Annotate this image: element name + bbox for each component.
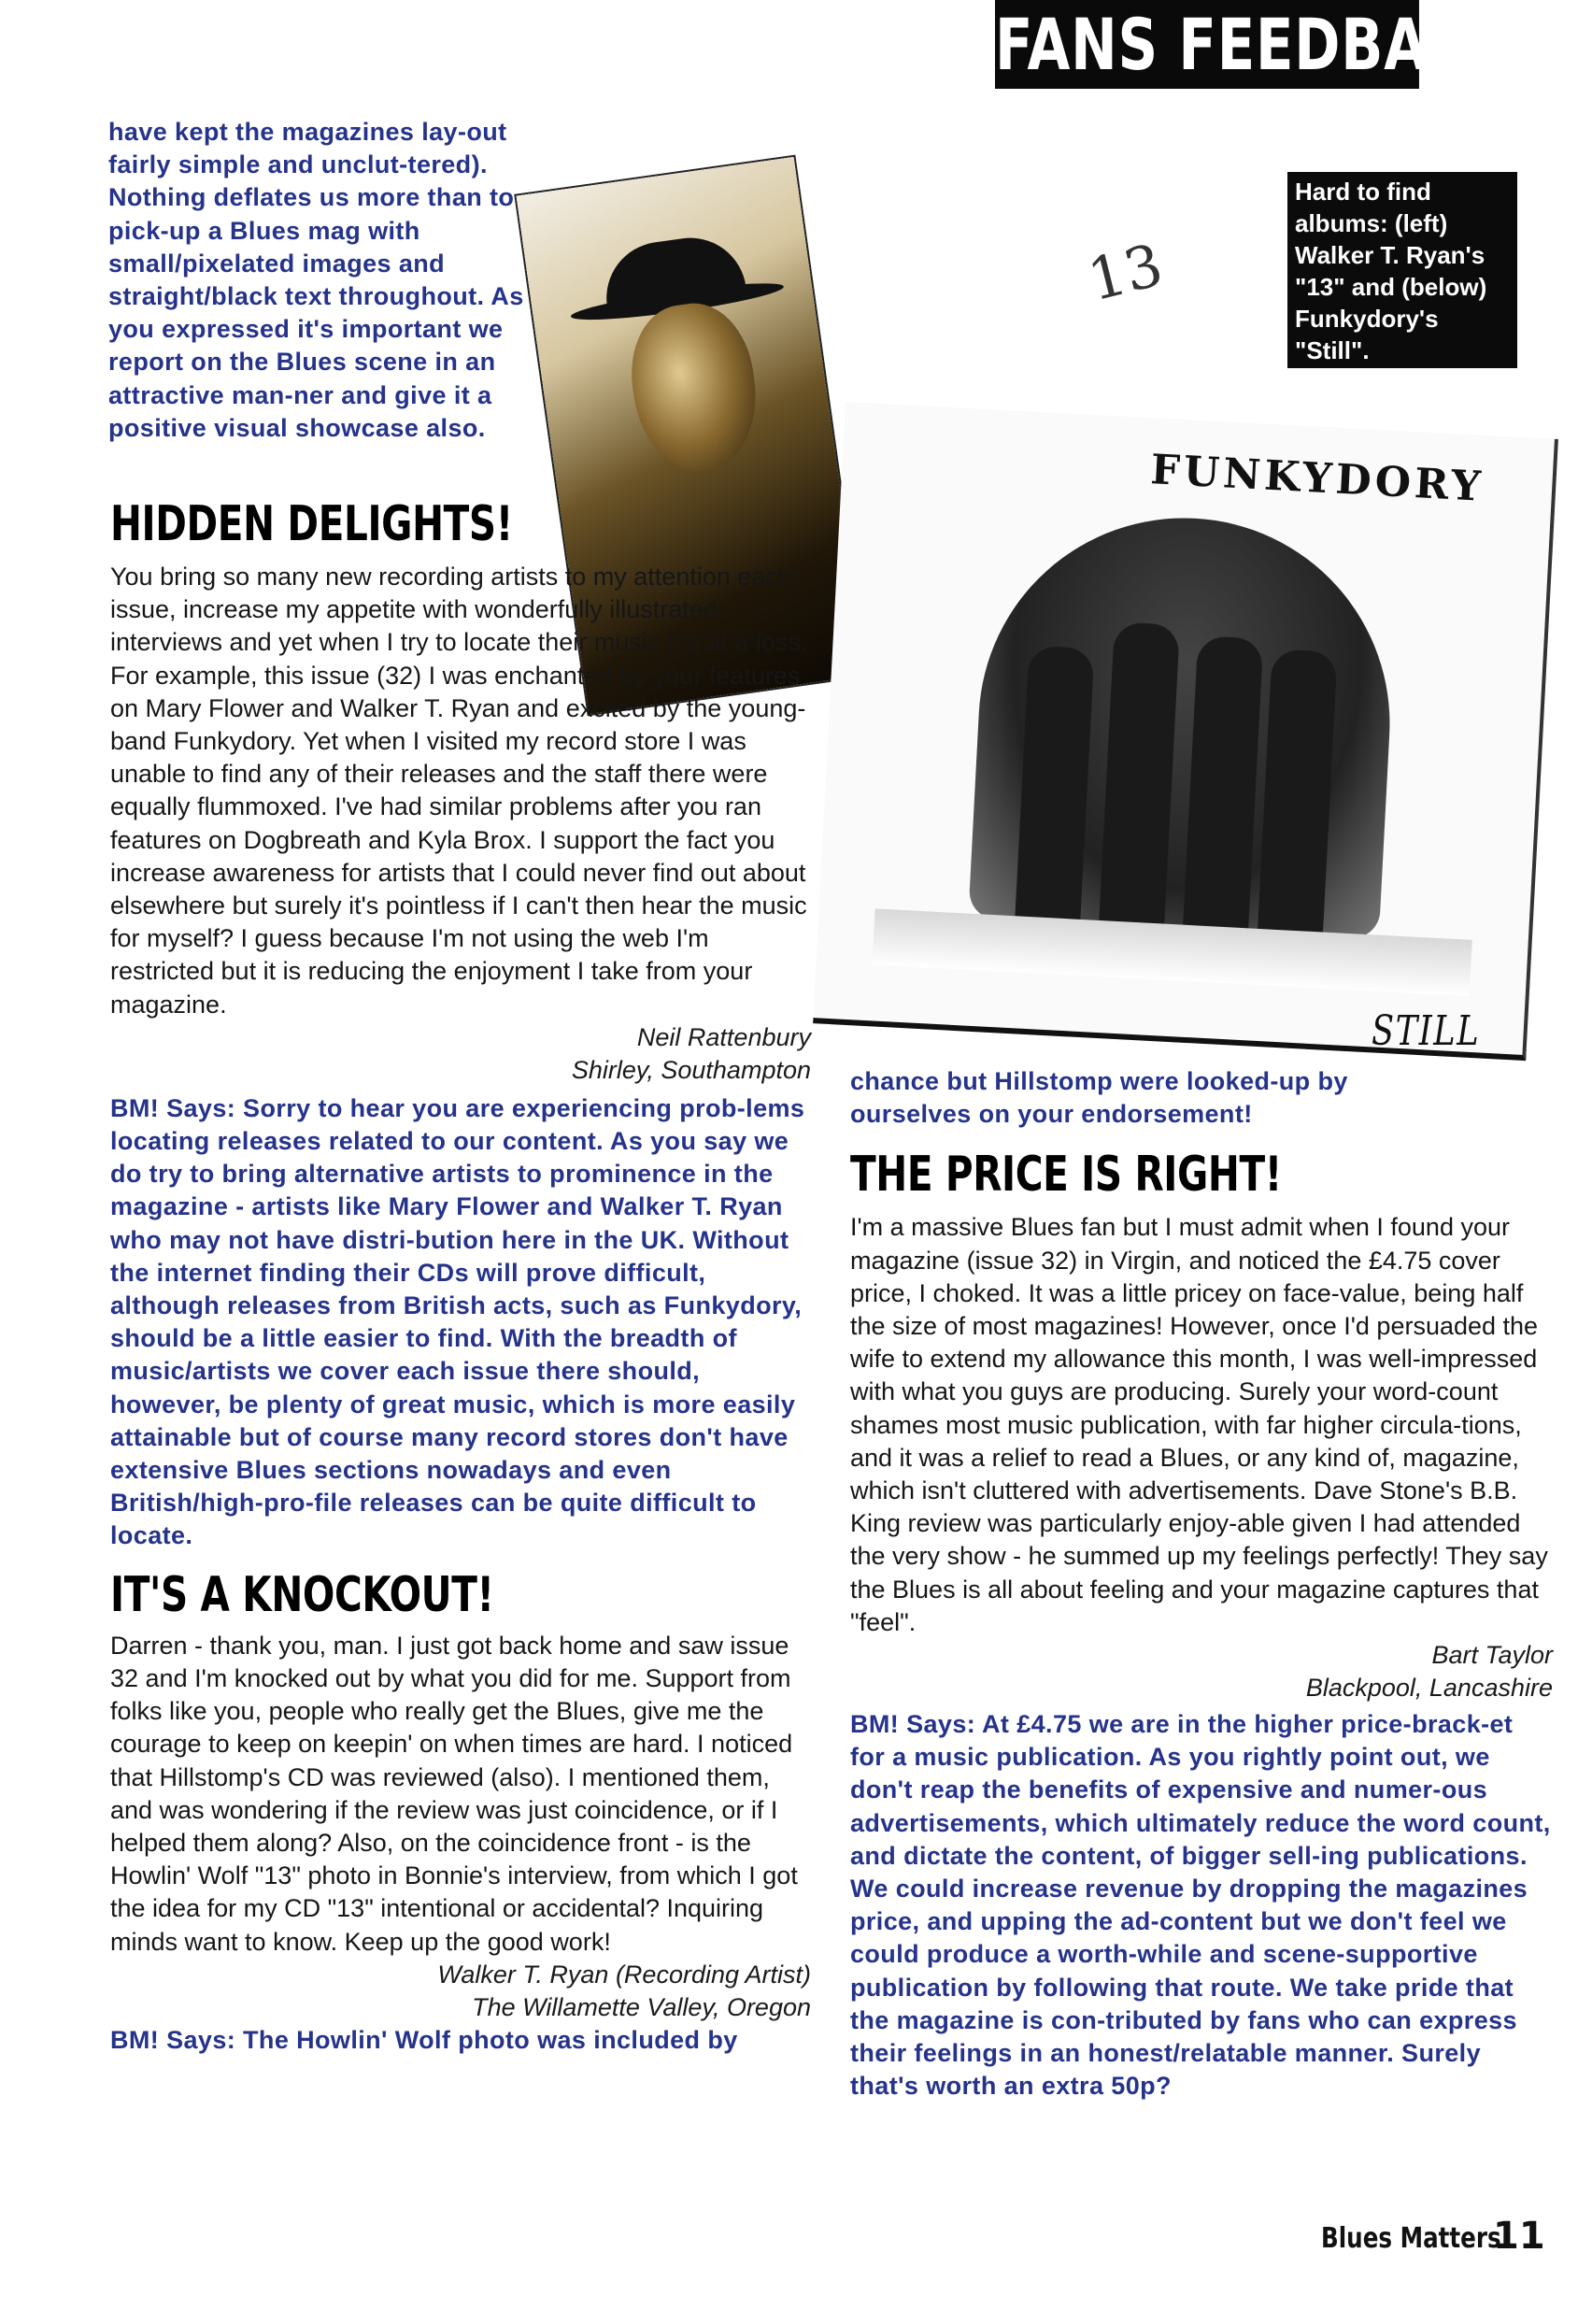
letter-author: Neil Rattenbury: [636, 1022, 811, 1051]
bm-reply: BM! Says: The Howlin' Wolf photo was included by: [110, 2025, 738, 2054]
letter-body: You bring so many new recording artists to my attention each issue, increase my appetite with wonderfully illustrated interviews and yet when I try to locate their music I'm at a loss. For example, this issue (32) I was enchanted by your features on Mary Flower and Walker T. Ryan and excited by the young-band Funkydory. Yet when I visited my record store I was unable to find any of their releases and the staff there were equally flummoxed. I've had similar problems after you ran features on Dogbreath and Kyla Brox. I support the fact you increase awareness for artists that I could never find out about elsewhere but surely it's pointless if I can't then hear the music for myself? I guess because I'm not using the web I'm restricted but it is reducing the enjoyment I take from your magazine.: [110, 563, 808, 1019]
album-title-still: STILL: [1372, 1007, 1481, 1055]
album-band-name: FUNKYDORY: [1149, 446, 1485, 511]
right-column: [850, 1065, 1553, 2103]
album-cover-still: [813, 402, 1558, 1061]
page-number: 11: [1493, 2215, 1545, 2258]
bm-reply: BM! Says: At £4.75 we are in the higher price-brack-et for a music publication. As you rightly point out, we don't reap the benefits of expensive and numer-ous advertisements, which ultimately reduce the word count, and dictate the content, of bigger sell-ing publications. We could increase revenue by dropping the magazines price, and upping the ad-content but we don't feel we could produce a worth-while and scene-supportive publication by following that route. We take pride that the magazine is con-tributed by fans who can express their feelings in an honest/relatable manner. Surely that's worth an extra 50p?: [850, 1710, 1551, 2101]
face-shape: [622, 296, 766, 479]
letter-body: I'm a massive Blues fan but I must admit when I found your magazine (issue 32) in Virgin, and noticed the £4.75 cover price, I choked. It was a little pricey on face-value, being half the size of most magazines! However, once I'd persuaded the wife to extend my allowance this month, I was well-impressed with what you guys are producing. Surely your word-count shames most music publication, with far higher circula-tions, and it was a relief to read a Blues, or any kind of, magazine, which isn't cluttered with advertisements. Dave Stone's B.B. King review was particularly enjoy-able given I had attended the very show - he summed up my feelings perfectly! They say the Blues is all about feeling and your magazine captures that "feel".: [850, 1213, 1548, 1636]
letter-author: Bart Taylor: [1431, 1641, 1553, 1670]
letter-location: Blackpool, Lancashire: [1305, 1674, 1553, 1703]
intro-reply-continued: have kept the magazines lay-out fairly simple and unclut-tered). Nothing deflates us more than to pick-up a Blues mag with small/pixelated images and straight/black text throughout. As you expressed it's important we report on the Blues scene in an attractive man-ner and give it a positive visual showcase also.: [108, 118, 524, 442]
letter-body: Darren - thank you, man. I just got back home and saw issue 32 and I'm knocked out by what you did for me. Support from folks like you, people who really get the Blues, give me the courage to keep on keepin' on when times are hard. I noticed that Hillstomp's CD was reviewed (also). I mentioned them, and was wondering if the review was just coincidence, or if I helped them along? Also, on the coincidence front - is the Howlin' Wolf "13" photo in Bonnie's interview, from which I got the idea for my CD "13" intentional or accidental? Inquiring minds want to know. Keep up the good work!: [110, 1631, 798, 1956]
headline-hidden-delights: HIDDEN DELIGHTS!: [110, 496, 513, 552]
album-caption: Hard to find albums: (left) Walker T. Ryan's "13" and (below) Funkydory's "Still".: [1287, 172, 1517, 368]
letter-location: Shirley, Southampton: [571, 1055, 811, 1084]
footer-magazine-name: Blues Matters!: [1321, 2222, 1512, 2255]
headline-knockout: IT'S A KNOCKOUT!: [110, 1566, 494, 1623]
left-column: [108, 116, 553, 445]
letter-hidden-delights: [110, 495, 811, 2057]
headline-price-is-right: THE PRICE IS RIGHT!: [850, 1147, 1282, 1204]
bm-reply-continued: chance but Hillstomp were looked-up by ourselves on your endorsement!: [850, 1067, 1348, 1129]
section-title: FANS FEEDBACK: [995, 0, 1419, 89]
album-13-number: 13: [1081, 230, 1170, 315]
bm-reply: BM! Says: Sorry to hear you are experiencing prob-lems locating releases related to our content. As you say we do try to bring alternative artists to prominence in the magazine - artists like Mary Flower and Walker T. Ryan who may not have distri-bution here in the UK. Without the internet finding their CDs will prove difficult, although releases from British acts, such as Funkydory, should be a little easier to find. With the breadth of music/artists we cover each issue there should, however, be plenty of great music, which is more easily attainable but of course many record stores don't have extensive Blues sections nowadays and even British/high-pro-file releases can be quite difficult to locate.: [110, 1093, 805, 1550]
letter-location: The Willamette Valley, Oregon: [472, 1992, 811, 2021]
letter-author: Walker T. Ryan (Recording Artist): [437, 1960, 811, 1989]
